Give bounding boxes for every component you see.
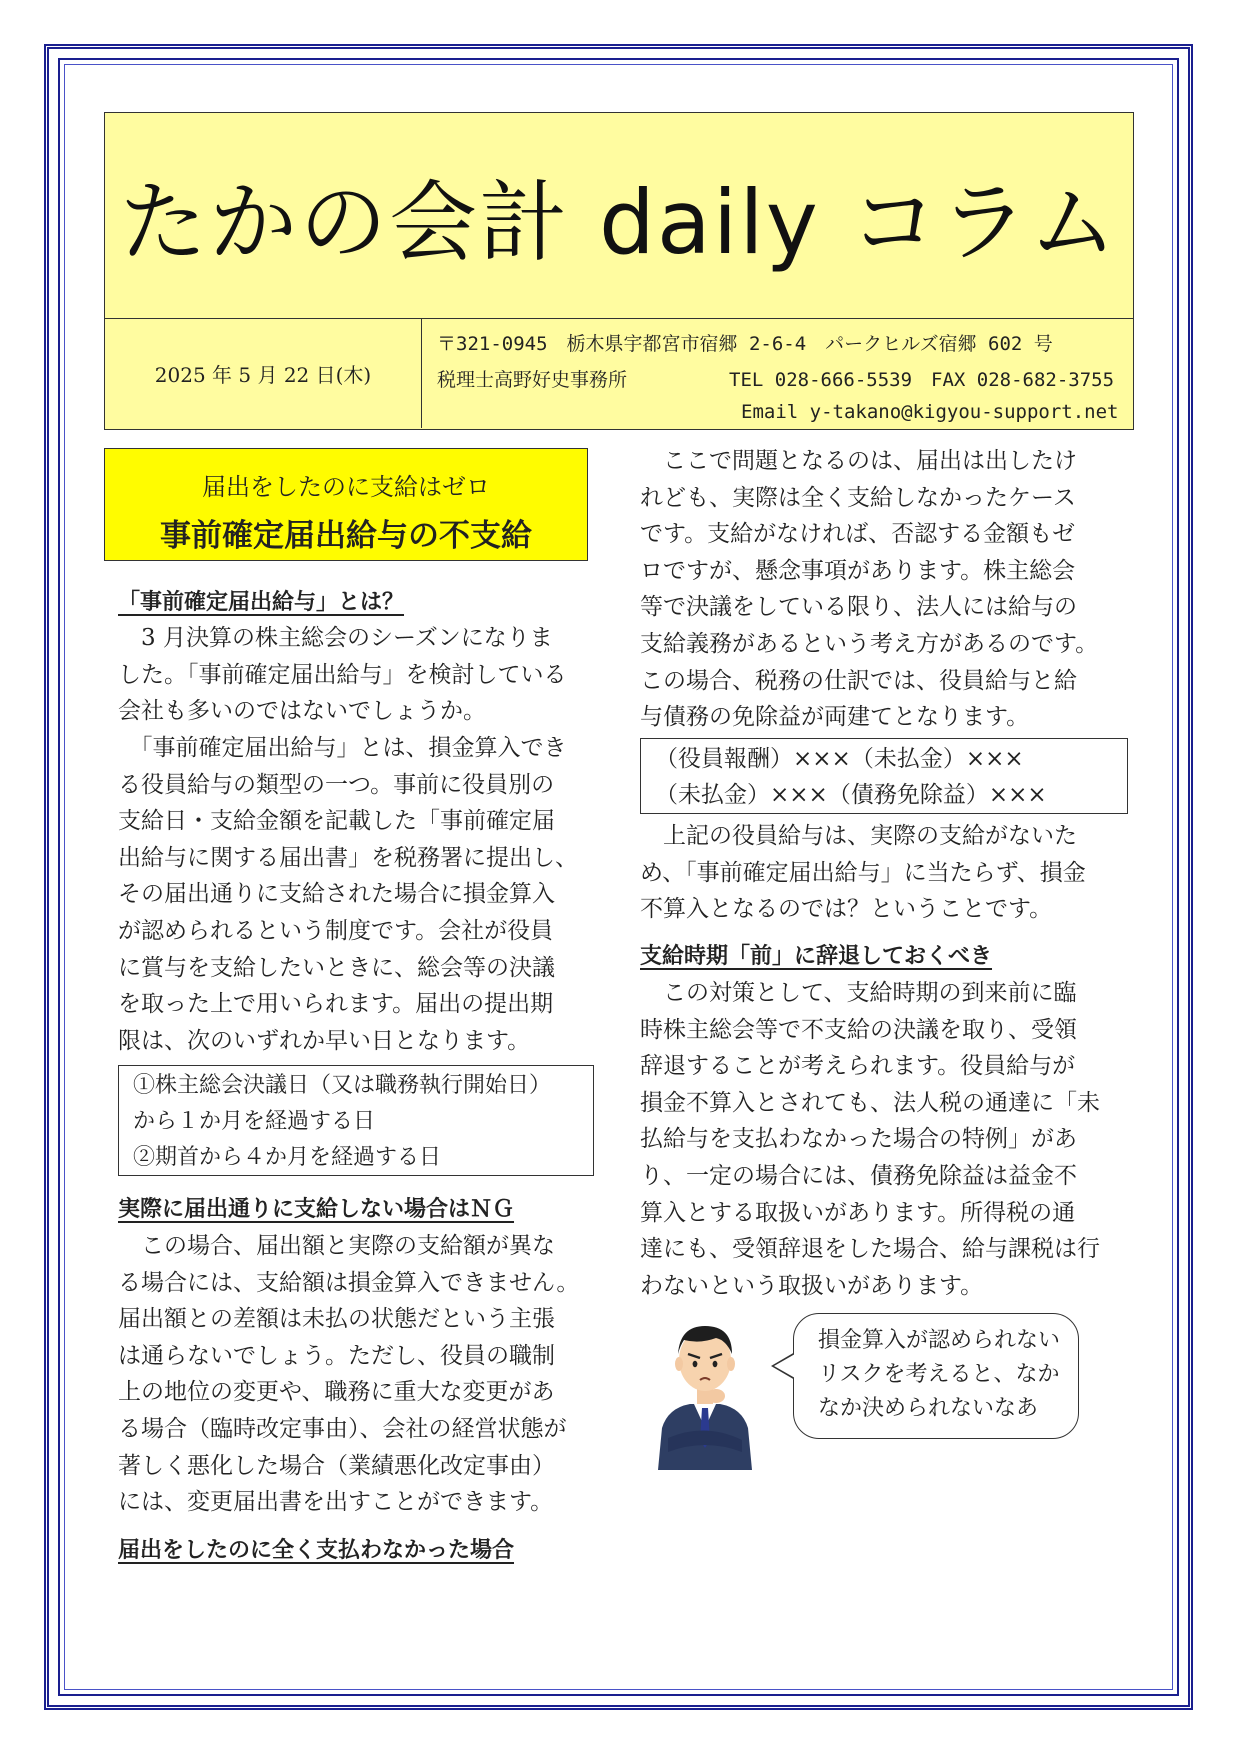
section-heading-what-is: 「事前確定届出給与」とは？ [118,589,405,615]
deadline-box [118,1065,594,1176]
text-line: 達にも、受領辞退をした場合、給与課税は行 [640,1236,1100,1263]
deadline-item: ②期首から４か月を経過する日 [133,1145,442,1170]
text-line: め、「事前確定届出給与」に当たらず、損金 [640,859,1086,886]
speech-bubble-tail-fill [774,1354,795,1378]
text-line: 損金不算入とされても、法人税の通達に「未 [640,1089,1100,1116]
office-phone-fax: TEL 028-666-5539 FAX 028-682-3755 [729,369,1115,391]
newsletter-title: たかの会計 daily コラム [119,170,1119,274]
text-line: 出給与に関する届出書」を税務署に提出し、 [118,844,578,871]
issue-date: 2025 年 5 月 22 日(木) [105,319,422,428]
text-line: る場合（臨時改定事由）、会社の経営状態が [118,1415,567,1442]
text-line: この場合、税務の仕訳では、役員給与と給 [640,667,1077,694]
text-line: は通らないでしょう。ただし、役員の職制 [118,1342,555,1369]
paragraph-countermeasure [640,975,1124,1304]
office-name: 税理士高野好史事務所 [437,369,628,391]
deadline-item: から１か月を経過する日 [133,1109,376,1134]
text-line: 等で決議をしている限り、法人には給与の [640,594,1077,621]
text-line: 辞退することが考えられます。役員給与が [640,1053,1076,1080]
info-bar [104,318,1134,430]
text-line: この対策として、支給時期の到来前に臨 [640,980,1077,1006]
paragraph-issue [640,443,1124,736]
text-line: です。支給がなければ、否認する金額もゼ [640,521,1076,548]
speech-line: リスクを考えると、なか [818,1362,1060,1387]
text-line: ロですが、懸念事項があります。株主総会 [640,557,1076,584]
text-line: る役員給与の類型の一つ。事前に役員別の [118,771,555,798]
text-line: 届出額との差額は未払の状態だという主張 [118,1306,555,1333]
section-heading-decline: 支給時期「前」に辞退しておくべき [640,943,993,969]
text-line: 上記の役員給与は、実際の支給がないた [640,823,1077,849]
journal-entry-box [640,738,1128,814]
text-line: 不算入となるのでは？ということです。 [640,896,1053,923]
text-line: 上の地位の変更や、職務に重大な変更があ [118,1379,555,1406]
text-line: に賞与を支給したいときに、総会等の決議 [118,954,555,981]
text-line: わないという取扱いがあります。 [640,1272,984,1299]
speech-line: なか決められないなあ [818,1396,1039,1421]
journal-entry: （役員報酬）×××（未払金）××× [655,746,1024,772]
headline-box [104,448,588,561]
headline-title: 事前確定届出給与の不支給 [160,518,532,554]
text-line: 与債務の免除益が両建てとなります。 [640,704,1030,731]
text-line: れども、実際は全く支給しなかったケース [640,484,1076,511]
text-line: が認められるという制度です。会社が役員 [118,917,554,944]
text-line: 3 月決算の株主総会のシーズンになりま [118,625,553,651]
text-line: 限は、次のいずれか早い日となります。 [118,1027,531,1054]
text-line: ここで問題となるのは、届出は出したけ [640,448,1077,474]
office-address: 〒321-0945 栃木県宇都宮市宿郷 2-6-4 パークヒルズ宿郷 602 号 [437,333,1053,355]
text-line: る場合には、支給額は損金算入できません。 [118,1269,580,1296]
paragraph-ng [118,1228,602,1521]
text-line: り、一定の場合には、債務免除益は益金不 [640,1162,1077,1189]
paragraph-intro [118,620,602,730]
office-email[interactable]: Email y-takano@kigyou-support.net [741,401,1119,423]
masthead [104,112,1134,318]
text-line: 支給義務があるという考え方があるのです。 [640,630,1099,657]
text-line: 著しく悪化した場合（業績悪化改定事由） [118,1452,555,1479]
speech-bubble [793,1313,1079,1439]
section-heading-ng: 実際に届出通りに支給しない場合はＮＧ [118,1196,515,1222]
text-line: には、変更届出書を出すことができます。 [118,1489,554,1516]
text-line: 払給与を支払わなかった場合の特例」があ [640,1126,1077,1153]
journal-entry: （未払金）×××（債務免除益）××× [655,782,1047,808]
text-line: 「事前確定届出給与」とは、損金算入でき [118,735,567,761]
text-line: を取った上で用いられます。届出の提出期 [118,991,554,1018]
section-heading-not-paid: 届出をしたのに全く支払わなかった場合 [118,1537,515,1563]
text-line: 時株主総会等で不支給の決議を取り、受領 [640,1016,1077,1043]
worried-businessman-illustration [650,1310,760,1470]
text-line: この場合、届出額と実際の支給額が異な [118,1233,555,1259]
paragraph-conclusion [640,818,1124,928]
deadline-item: ①株主総会決議日（又は職務執行開始日） [133,1073,552,1098]
text-line: その届出通りに支給された場合に損金算入 [118,881,555,908]
text-line: 算入とする取扱いがあります。所得税の通 [640,1199,1076,1226]
paragraph-definition [118,730,602,1059]
text-line: 支給日・支給金額を記載した「事前確定届 [118,808,555,835]
text-line: 会社も多いのではないでしょうか。 [118,698,486,725]
headline-subtitle: 届出をしたのに支給はゼロ [202,473,490,501]
speech-line: 損金算入が認められない [818,1328,1061,1353]
text-line: した。「事前確定届出給与」を検討している [118,661,567,688]
